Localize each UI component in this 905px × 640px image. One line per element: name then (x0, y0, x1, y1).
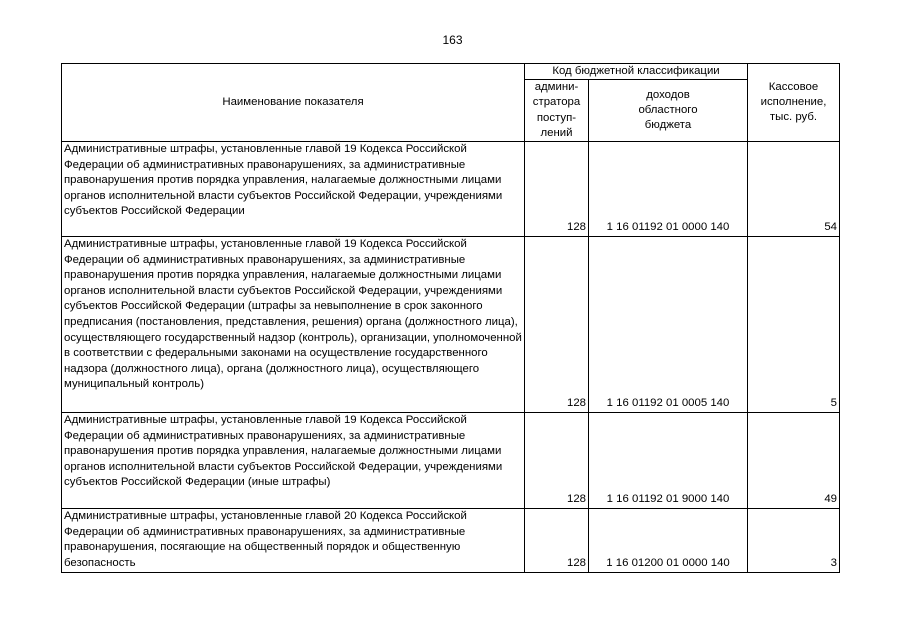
header-administrator-text: админи- стратора поступ- лений (532, 81, 581, 139)
row-execution: 5 (748, 237, 840, 413)
header-income-text: доходов областного бюджета (638, 88, 698, 132)
row-execution: 3 (748, 509, 840, 573)
row-income-code: 1 16 01192 01 0005 140 (589, 237, 748, 413)
row-income-code: 1 16 01192 01 0000 140 (589, 142, 748, 237)
row-execution: 54 (748, 142, 840, 237)
row-name: Административные штрафы, установленные главой 19 Кодекса Российской Федерации об административных правонарушениях, за административные правонарушения против порядка управления, налагаемые должностными лицами органов исполнительной власти субъектов Российской Федерации, учреждениями субъектов Российской Федерации (штрафы за невыполнение в срок законного предписания (постановления, представления, решения) органа (должностного лица), осуществляющего государственный надзор (контроль), организации, уполномоченной в соответствии с федеральными законами на осуществление государственного надзора (должностного лица), органа (должностного лица), осуществляющего муниципальный контроль) (62, 237, 525, 413)
row-name: Административные штрафы, установленные главой 20 Кодекса Российской Федерации об административных правонарушениях, за административные правонарушения, посягающие на общественный порядок и общественную безопасность (62, 509, 525, 573)
row-name: Административные штрафы, установленные главой 19 Кодекса Российской Федерации об административных правонарушениях, за административные правонарушения против порядка управления, налагаемые должностными лицами органов исполнительной власти субъектов Российской Федерации, учреждениями субъектов Российской Федерации (иные штрафы) (62, 413, 525, 509)
header-row-top (62, 64, 840, 80)
table-row (62, 413, 840, 509)
header-budget-code: Код бюджетной классификации (525, 64, 748, 80)
row-administrator-code: 128 (525, 509, 589, 573)
header-name: Наименование показателя (62, 64, 525, 142)
row-administrator-code: 128 (525, 413, 589, 509)
page-number: 163 (442, 33, 463, 47)
row-administrator-code: 128 (525, 142, 589, 237)
table-row (62, 509, 840, 573)
row-income-code: 1 16 01200 01 0000 140 (589, 509, 748, 573)
header-administrator (525, 80, 589, 142)
row-name: Административные штрафы, установленные главой 19 Кодекса Российской Федерации об административных правонарушениях, за административные правонарушения против порядка управления, налагаемые должностными лицами органов исполнительной власти субъектов Российской Федерации, учреждениями субъектов Российской Федерации (62, 142, 525, 237)
table-row (62, 237, 840, 413)
row-execution: 49 (748, 413, 840, 509)
row-administrator-code: 128 (525, 237, 589, 413)
budget-table (61, 63, 840, 573)
header-execution (748, 64, 840, 142)
row-income-code: 1 16 01192 01 9000 140 (589, 413, 748, 509)
header-income (589, 80, 748, 142)
header-execution-text: Кассовое исполнение, тыс. руб. (760, 80, 827, 124)
table-row (62, 142, 840, 237)
